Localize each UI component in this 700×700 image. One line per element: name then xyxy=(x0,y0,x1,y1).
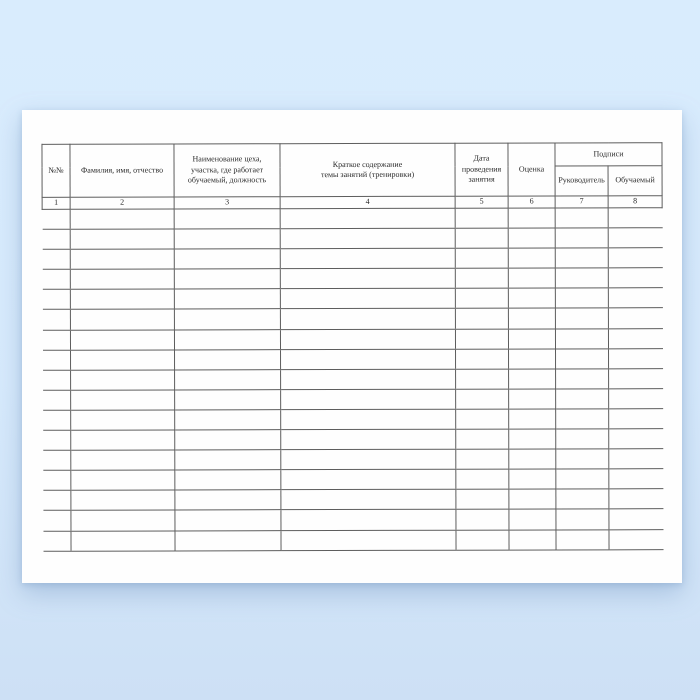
table-row xyxy=(42,248,662,270)
empty-cell xyxy=(555,208,608,228)
empty-cell xyxy=(456,369,509,389)
empty-cell xyxy=(175,430,281,450)
empty-cell xyxy=(175,530,281,550)
empty-cell xyxy=(43,350,71,370)
empty-cell xyxy=(280,248,455,269)
empty-cell xyxy=(556,369,609,389)
col-header-trainee-signature: Обучаемый xyxy=(608,166,662,196)
empty-cell xyxy=(280,329,455,350)
empty-cell xyxy=(555,288,608,308)
column-number: 5 xyxy=(455,196,508,208)
empty-cell xyxy=(42,209,70,229)
empty-cell xyxy=(456,469,509,489)
empty-cell xyxy=(43,491,71,511)
empty-cell xyxy=(175,450,281,470)
empty-cell xyxy=(281,429,456,450)
empty-cell xyxy=(509,389,556,409)
empty-cell xyxy=(70,269,174,289)
empty-cell xyxy=(455,268,508,288)
empty-cell xyxy=(609,389,663,409)
empty-cell xyxy=(71,470,175,490)
empty-cell xyxy=(42,249,70,269)
empty-cell xyxy=(43,390,71,410)
table-row xyxy=(43,469,663,491)
empty-cell xyxy=(609,409,663,429)
document-sheet xyxy=(22,110,682,583)
empty-cell xyxy=(455,208,508,228)
empty-cell xyxy=(281,369,456,390)
empty-cell xyxy=(174,329,280,349)
empty-cell xyxy=(555,328,608,348)
empty-cell xyxy=(508,288,555,308)
empty-cell xyxy=(555,268,608,288)
empty-cell xyxy=(456,449,509,469)
empty-cell xyxy=(43,370,71,390)
empty-cell xyxy=(509,469,556,489)
empty-cell xyxy=(556,348,609,368)
empty-cell xyxy=(71,490,175,510)
empty-cell xyxy=(281,449,456,470)
empty-cell xyxy=(174,249,280,269)
empty-cell xyxy=(456,489,509,509)
empty-cell xyxy=(71,430,175,450)
empty-cell xyxy=(608,268,662,288)
empty-cell xyxy=(71,530,175,550)
empty-cell xyxy=(455,329,508,349)
header-row-main xyxy=(42,143,662,168)
column-number: 4 xyxy=(280,196,455,208)
empty-cell xyxy=(608,288,662,308)
empty-cell xyxy=(42,290,70,310)
empty-cell xyxy=(609,449,663,469)
empty-cell xyxy=(71,450,175,470)
empty-cell xyxy=(71,350,175,370)
empty-cell xyxy=(609,348,663,368)
empty-cell xyxy=(43,450,71,470)
empty-cell xyxy=(174,269,280,289)
training-log-table xyxy=(41,142,663,551)
empty-cell xyxy=(556,389,609,409)
empty-cell xyxy=(70,249,174,269)
table-header xyxy=(42,143,662,210)
empty-cell xyxy=(509,509,556,529)
empty-cell xyxy=(456,429,509,449)
empty-cell xyxy=(280,269,455,290)
empty-cell xyxy=(455,248,508,268)
empty-cell xyxy=(280,208,455,229)
empty-cell xyxy=(70,289,174,309)
empty-cell xyxy=(175,390,281,410)
table-row xyxy=(42,208,662,230)
empty-cell xyxy=(175,490,281,510)
empty-cell xyxy=(456,509,509,529)
empty-cell xyxy=(42,330,70,350)
empty-cell xyxy=(555,308,608,328)
empty-cell xyxy=(509,409,556,429)
empty-cell xyxy=(281,530,456,551)
empty-cell xyxy=(174,229,280,249)
empty-cell xyxy=(71,410,175,430)
col-header-name: Фамилия, имя, отчество xyxy=(70,144,174,197)
table-row xyxy=(42,308,662,330)
empty-cell xyxy=(508,268,555,288)
empty-cell xyxy=(509,369,556,389)
empty-cell xyxy=(455,288,508,308)
table-body xyxy=(42,208,663,551)
empty-cell xyxy=(508,208,555,228)
empty-cell xyxy=(608,208,662,228)
empty-cell xyxy=(456,409,509,429)
empty-cell xyxy=(175,349,281,369)
empty-cell xyxy=(174,309,280,329)
empty-cell xyxy=(608,228,662,248)
empty-cell xyxy=(280,289,455,310)
table-row xyxy=(43,509,663,531)
table-row xyxy=(42,268,662,290)
col-header-topic-summary: Краткое содержание темы занятий (тренировки) xyxy=(280,143,455,196)
col-header-supervisor-signature: Руководитель xyxy=(555,166,608,196)
empty-cell xyxy=(608,328,662,348)
empty-cell xyxy=(175,410,281,430)
empty-cell xyxy=(609,368,663,388)
empty-cell xyxy=(608,308,662,328)
empty-cell xyxy=(609,429,663,449)
empty-cell xyxy=(508,329,555,349)
table-row xyxy=(43,489,663,511)
table-row xyxy=(42,228,662,250)
empty-cell xyxy=(509,529,556,549)
empty-cell xyxy=(70,330,174,350)
empty-cell xyxy=(509,489,556,509)
empty-cell xyxy=(174,209,280,229)
empty-cell xyxy=(42,310,70,330)
empty-cell xyxy=(455,228,508,248)
empty-cell xyxy=(175,510,281,530)
empty-cell xyxy=(556,469,609,489)
column-number: 1 xyxy=(42,197,70,209)
empty-cell xyxy=(456,349,509,369)
empty-cell xyxy=(280,309,455,330)
column-number: 3 xyxy=(174,197,280,209)
table-row xyxy=(42,288,662,310)
empty-cell xyxy=(281,409,456,430)
empty-cell xyxy=(555,228,608,248)
column-number: 6 xyxy=(508,196,555,208)
table-row xyxy=(43,429,663,451)
table-row xyxy=(43,529,663,551)
col-header-workshop: Наименование цеха, участка, где работает обучаемый, должность xyxy=(174,144,280,197)
empty-cell xyxy=(175,470,281,490)
empty-cell xyxy=(42,270,70,290)
empty-cell xyxy=(281,389,456,410)
empty-cell xyxy=(556,529,609,549)
empty-cell xyxy=(556,489,609,509)
empty-cell xyxy=(174,289,280,309)
col-header-number: №№ xyxy=(42,144,70,197)
empty-cell xyxy=(70,309,174,329)
empty-cell xyxy=(509,429,556,449)
empty-cell xyxy=(508,248,555,268)
column-number: 8 xyxy=(608,196,662,208)
empty-cell xyxy=(556,509,609,529)
empty-cell xyxy=(556,429,609,449)
empty-cell xyxy=(609,529,663,549)
empty-cell xyxy=(70,209,174,229)
empty-cell xyxy=(608,248,662,268)
empty-cell xyxy=(71,390,175,410)
empty-cell xyxy=(280,228,455,249)
empty-cell xyxy=(509,449,556,469)
empty-cell xyxy=(556,409,609,429)
empty-cell xyxy=(456,389,509,409)
empty-cell xyxy=(455,309,508,329)
empty-cell xyxy=(609,489,663,509)
empty-cell xyxy=(556,449,609,469)
empty-cell xyxy=(281,510,456,531)
empty-cell xyxy=(43,531,71,551)
empty-cell xyxy=(175,369,281,389)
empty-cell xyxy=(508,308,555,328)
empty-cell xyxy=(508,228,555,248)
empty-cell xyxy=(281,490,456,511)
empty-cell xyxy=(609,509,663,529)
empty-cell xyxy=(555,248,608,268)
empty-cell xyxy=(71,370,175,390)
empty-cell xyxy=(43,430,71,450)
col-header-date: Дата проведения занятия xyxy=(455,143,508,196)
table-row xyxy=(43,389,663,411)
column-number: 7 xyxy=(555,196,608,208)
empty-cell xyxy=(71,510,175,530)
empty-cell xyxy=(281,469,456,490)
empty-cell xyxy=(43,511,71,531)
empty-cell xyxy=(609,469,663,489)
col-header-signatures-group: Подписи xyxy=(555,143,662,166)
table-row xyxy=(43,348,663,370)
table-row xyxy=(43,368,663,390)
col-header-grade: Оценка xyxy=(508,143,555,196)
empty-cell xyxy=(509,349,556,369)
table-row xyxy=(43,449,663,471)
empty-cell xyxy=(43,410,71,430)
column-number: 2 xyxy=(70,197,174,209)
table-row xyxy=(43,409,663,431)
empty-cell xyxy=(43,470,71,490)
table-row xyxy=(42,328,662,350)
empty-cell xyxy=(70,229,174,249)
empty-cell xyxy=(456,530,509,550)
empty-cell xyxy=(281,349,456,370)
empty-cell xyxy=(42,229,70,249)
